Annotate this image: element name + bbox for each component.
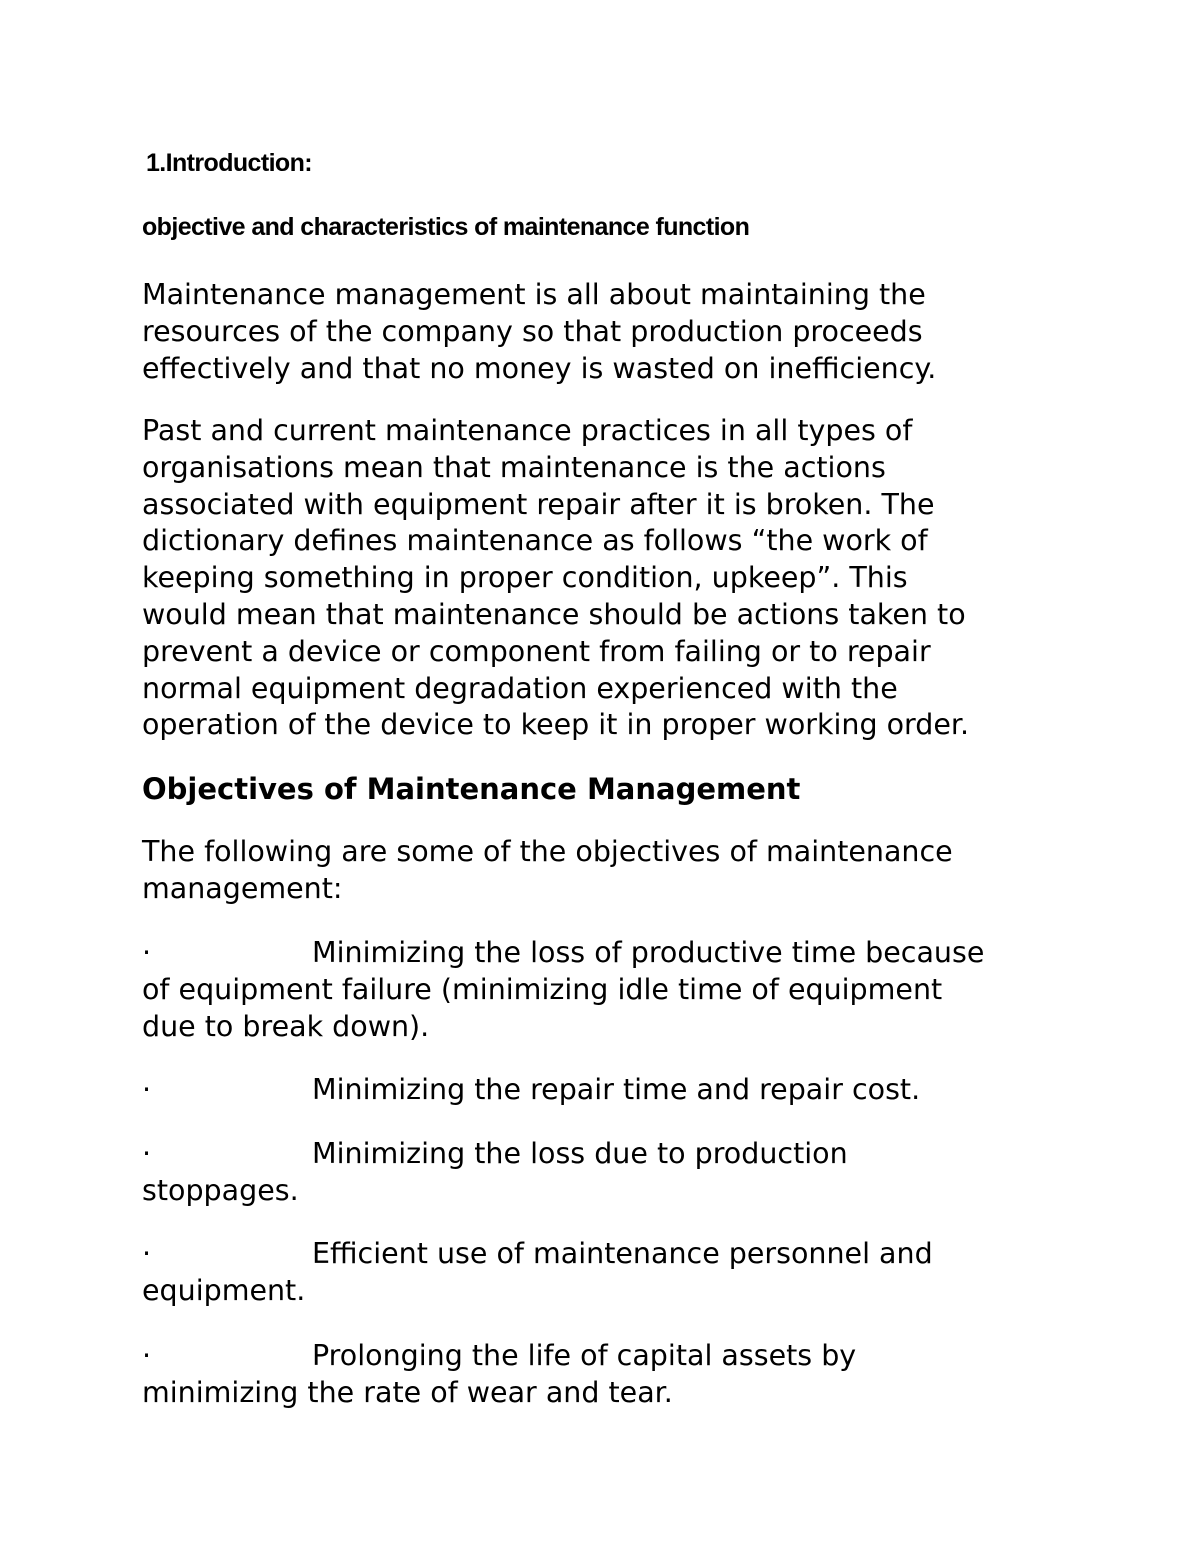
- objective-text: due to break down).: [142, 1009, 430, 1043]
- bullet-marker: ·: [142, 936, 152, 969]
- objective-text: equipment.: [142, 1273, 306, 1307]
- objective-text: of equipment failure (minimizing idle time of equipment: [142, 972, 943, 1006]
- paragraph-maintenance-definition: [142, 277, 1102, 387]
- objective-text: Minimizing the loss due to production: [312, 1137, 848, 1170]
- objective-text: Minimizing the loss of productive time because: [312, 936, 985, 969]
- paragraph-line: would mean that maintenance should be actions taken to: [142, 597, 966, 631]
- section-heading: Objectives of Maintenance Management: [142, 772, 801, 806]
- paragraph-maintenance-practices: [142, 413, 1102, 744]
- objective-text: stoppages.: [142, 1173, 299, 1207]
- bullet-marker: ·: [142, 1073, 152, 1106]
- objective-text: Minimizing the repair time and repair cost.: [312, 1073, 921, 1106]
- objective-item: [142, 1236, 1102, 1310]
- objective-text: minimizing the rate of wear and tear.: [142, 1375, 673, 1409]
- paragraph-line: associated with equipment repair after it is broken. The: [142, 487, 935, 521]
- objective-text: Prolonging the life of capital assets by: [312, 1339, 857, 1372]
- bullet-marker: ·: [142, 1237, 152, 1270]
- section-intro: [142, 834, 1102, 908]
- paragraph-line: The following are some of the objectives of maintenance: [142, 835, 953, 868]
- paragraph-line: prevent a device or component from failing or to repair: [142, 634, 931, 668]
- objective-item: [142, 1136, 1102, 1210]
- paragraph-line: organisations mean that maintenance is the actions: [142, 450, 886, 484]
- subheading: objective and characteristics of maintenance function: [142, 213, 750, 241]
- paragraph-line: Maintenance management is all about maintaining the: [142, 278, 926, 311]
- paragraph-line: resources of the company so that production proceeds: [142, 314, 923, 348]
- bullet-marker: ·: [142, 1137, 152, 1170]
- intro-heading: 1.Introduction:: [146, 149, 312, 177]
- paragraph-line: effectively and that no money is wasted on inefficiency.: [142, 351, 937, 385]
- objective-item: [142, 1072, 1102, 1109]
- paragraph-line: dictionary defines maintenance as follows “the work of: [142, 524, 928, 558]
- objective-item: [142, 1338, 1102, 1412]
- objective-text: Efficient use of maintenance personnel and: [312, 1237, 933, 1270]
- paragraph-line: management:: [142, 871, 343, 905]
- paragraph-line: Past and current maintenance practices in all types of: [142, 414, 913, 447]
- paragraph-line: normal equipment degradation experienced with the: [142, 671, 898, 705]
- paragraph-line: operation of the device to keep it in proper working order.: [142, 708, 970, 742]
- bullet-marker: ·: [142, 1339, 152, 1372]
- paragraph-line: keeping something in proper condition, upkeep”. This: [142, 561, 908, 595]
- objective-item: [142, 935, 1102, 1045]
